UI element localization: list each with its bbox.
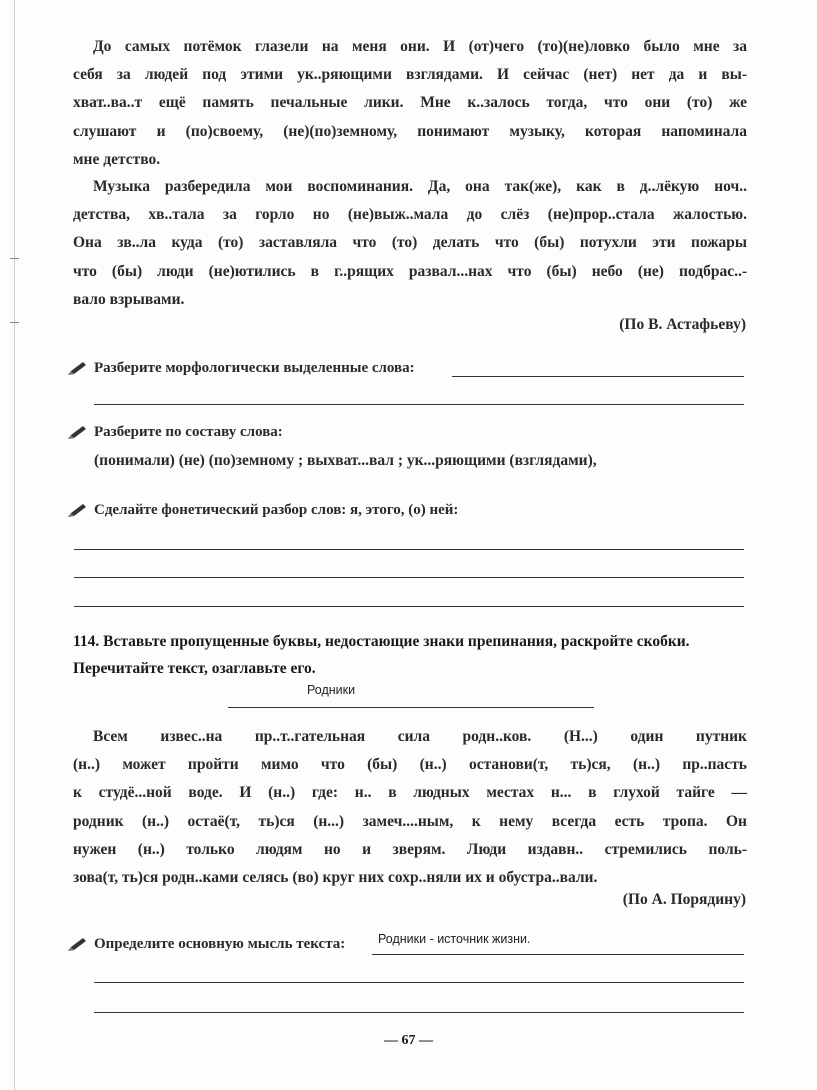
task-label: Разберите по составу слова: (94, 424, 283, 440)
exercise-114-text (73, 723, 747, 892)
task-morphology (66, 360, 415, 377)
answer-line[interactable] (94, 982, 744, 983)
answer-line[interactable] (94, 404, 744, 405)
text-line: До самых потёмок глазели на меня они. И (от)чего (то)(не)ловко было мне за (93, 38, 747, 55)
pencil-icon (66, 503, 88, 519)
task-phonetic (66, 502, 458, 519)
handwritten-title: Родники (307, 683, 356, 697)
exercise-number: 114. (73, 633, 100, 650)
handwritten-answer: Родники - источник жизни. (378, 932, 531, 946)
text-paragraph-2 (73, 173, 747, 314)
text-line: вало взрывами. (73, 290, 185, 308)
answer-line[interactable] (74, 549, 744, 550)
text-line: детства, хв..тала за горло но (не)выж..мала до слёз (не)прор..стала жалостью. (73, 206, 747, 224)
instruction-text: Перечитайте текст, озаглавьте его. (73, 660, 316, 677)
instruction-text: Вставьте пропущенные буквы, недостающие знаки препинания, раскройте скобки. (103, 633, 690, 650)
text-line: (н..) может пройти мимо что (бы) (н..) останови(т, ть)ся, (н..) пр..пасть (73, 756, 747, 774)
text-line: что (бы) люди (не)ютились в г..рящих развал...нах что (бы) небо (не) подбрас..- (73, 262, 747, 280)
author-attribution: (По В. Астафьеву) (619, 316, 746, 333)
text-line: к студё...ной воде. И (н..) где: н.. в людных местах н... в глухой тайге — (73, 784, 747, 802)
task-main-idea (66, 936, 345, 953)
text-line: Она зв..ла куда (то) заставляла что (то) делать что (бы) потухли эти пожары (73, 234, 747, 252)
answer-line[interactable] (372, 954, 744, 955)
pencil-icon (66, 361, 88, 377)
pencil-icon (66, 937, 88, 953)
text-line: нужен (н..) только людям но и зверям. Люди издавн.. стремились поль- (73, 840, 747, 858)
task-label: Сделайте фонетический разбор слов: я, этого, (о) ней: (94, 502, 459, 518)
task-composition (66, 424, 283, 441)
page-binding-edge (14, 0, 15, 1090)
text-line: родник (н..) остаё(т, ть)ся (н...) замеч....ным, к нему всегда есть тропа. Он (73, 812, 747, 830)
answer-line[interactable] (74, 577, 744, 578)
pencil-icon (66, 425, 88, 441)
text-line: хват..ва..т ещё память печальные лики. Мне к..залось тогда, что они (то) же (73, 94, 747, 112)
task-label: Определите основную мысль текста: (94, 936, 346, 952)
answer-line[interactable] (452, 376, 744, 377)
page-number: — 67 — (384, 1033, 433, 1048)
text-paragraph-1 (73, 33, 747, 174)
text-line: Всем извес..на пр..т..гательная сила родн..ков. (Н...) один путник (93, 728, 747, 745)
text-line: слушают и (по)своему, (не)(по)земному, понимают музыку, которая напоминала (73, 122, 747, 140)
title-line[interactable] (228, 707, 594, 708)
edge-tick (10, 322, 19, 323)
author-attribution: (По А. Порядину) (622, 891, 746, 908)
answer-line[interactable] (94, 1012, 744, 1013)
text-line: себя за людей под этими ук..ряющими взглядами. И сейчас (нет) нет да и вы- (73, 66, 747, 84)
edge-tick (10, 258, 19, 259)
text-line: Музыка разбередила мои воспоминания. Да, она так(же), как в д..лёкую ноч.. (93, 178, 747, 195)
answer-line[interactable] (74, 606, 744, 607)
composition-words: (понимали) (не) (по)земному ; выхват...вал ; ук...ряющими (взглядами), (94, 452, 597, 469)
task-label: Разберите морфологически выделенные слова: (94, 360, 415, 376)
exercise-114-instruction (73, 628, 753, 682)
text-line: зова(т, ть)ся родн..ками селясь (во) круг них сохр..няли их и обустра..вали. (73, 869, 598, 887)
text-line: мне детство. (73, 150, 161, 168)
